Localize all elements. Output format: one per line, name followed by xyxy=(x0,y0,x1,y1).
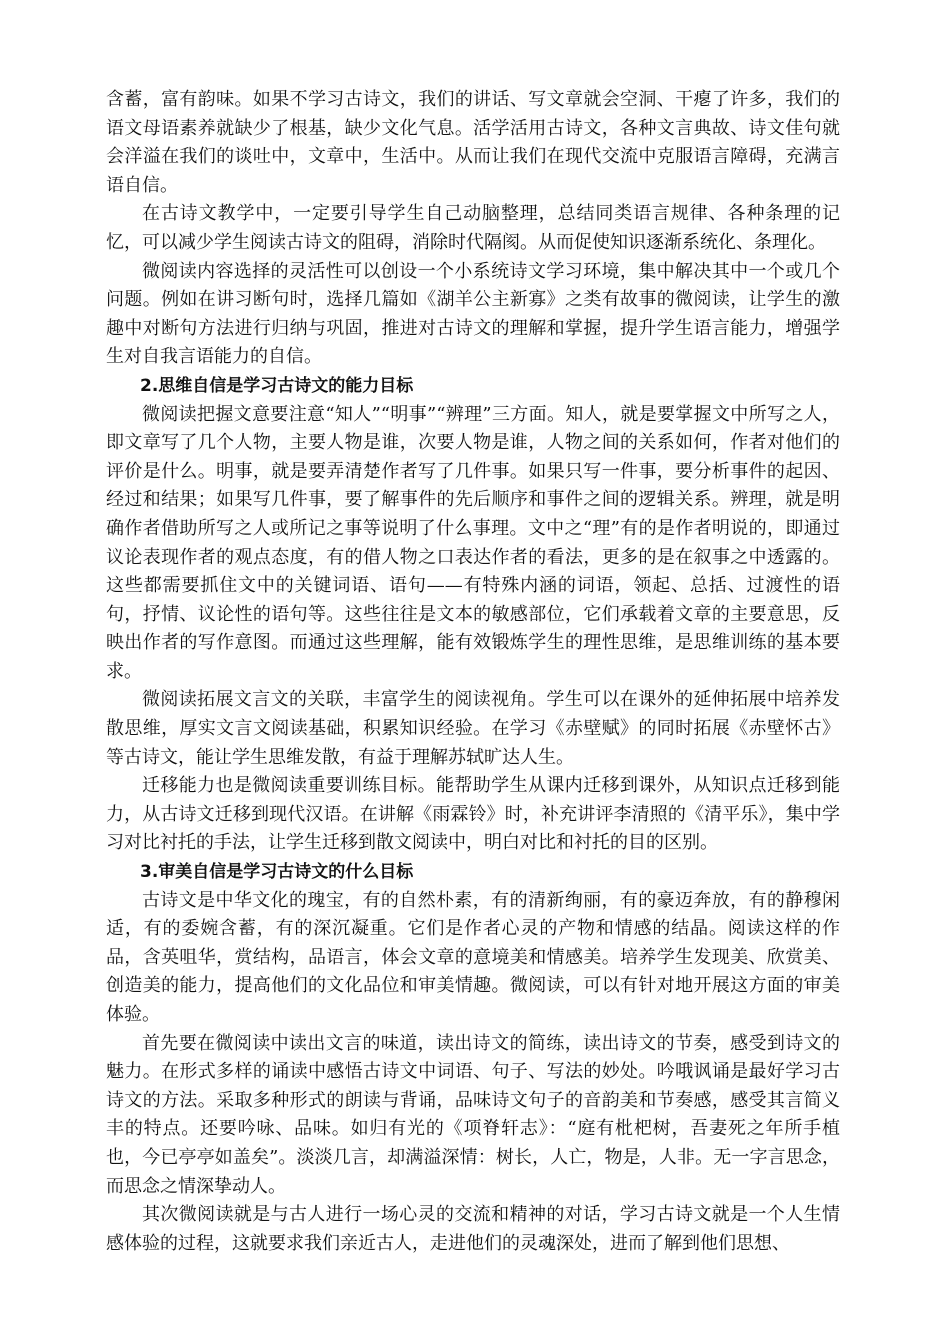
section-heading-thinking-confidence: 2.思维自信是学习古诗文的能力目标 xyxy=(140,375,414,396)
paragraph: 微阅读拓展文言文的关联，丰富学生的阅读视角。学生可以在课外的延伸拓展中培养发散思维，厚实文言文阅读基础，积累知识经验。在学习《赤壁赋》的同时拓展《赤壁怀古》等古诗文，能让学生思维发散，有益于理解苏轼旷达人生。 xyxy=(106,689,840,768)
section-heading-aesthetic-confidence: 3.审美自信是学习古诗文的什么目标 xyxy=(140,862,414,883)
paragraph: 迁移能力也是微阅读重要训练目标。能帮助学生从课内迁移到课外，从知识点迁移到能力，从古诗文迁移到现代汉语。在讲解《雨霖铃》时，补充讲评李清照的《清平乐》，集中学习对比衬托的手法，让学生迁移到散文阅读中，明白对比和衬托的目的区别。 xyxy=(106,775,840,854)
paragraph: 在古诗文教学中，一定要引导学生自己动脑整理，总结同类语言规律、各种条理的记忆，可以减少学生阅读古诗文的阻碍，消除时代隔阂。从而促使知识逐渐系统化、条理化。 xyxy=(106,203,840,253)
paragraph: 微阅读内容选择的灵活性可以创设一个小系统诗文学习环境，集中解决其中一个或几个问题。例如在讲习断句时，选择几篇如《湖羊公主新寡》之类有故事的微阅读，让学生的激趣中对断句方法进行归纳与巩固，推进对古诗文的理解和掌握，提升学生语言能力，增强学生对自我言语能力的自信。 xyxy=(106,260,840,368)
paragraph: 微阅读把握文意要注意“知人”“明事”“辨理”三方面。知人，就是要掌握文中所写之人，即文章写了几个人物，主要人物是谁，次要人物是谁，人物之间的关系如何，作者对他们的评价是什么。明事，就是要弄清楚作者写了几件事。如果只写一件事，要分析事件的起因、经过和结果；如果写几件事，要了解事件的先后顺序和事件之间的逻辑关系。辨理，就是明确作者借助所写之人或所记之事等说明了什么事理。文中之“理”有的是作者明说的，即通过议论表现作者的观点态度，有的借人物之口表达作者的看法，更多的是在叙事之中透露的。这些都需要抓住文中的关键词语、语句——有特殊内涵的词语，领起、总括、过渡性的语句，抒情、议论性的语句等。这些往往是文本的敏感部位，它们承载着文章的主要意思，反映出作者的写作意图。而通过这些理解，能有效锻炼学生的理性思维，是思维训练的基本要求。 xyxy=(106,403,840,682)
paragraph-continued: 含蓄，富有韵味。如果不学习古诗文，我们的讲话、写文章就会空洞、干瘪了许多，我们的语文母语素养就缺少了根基，缺少文化气息。活学活用古诗文，各种文言典故、诗文佳句就会洋溢在我们的谈吐中，文章中，生活中。从而让我们在现代交流中克服语言障碍，充满言语自信。 xyxy=(106,89,840,196)
paragraph: 首先要在微阅读中读出文言的味道，读出诗文的简练，读出诗文的节奏，感受到诗文的魅力。在形式多样的诵读中感悟古诗文中词语、句子、写法的妙处。吟哦讽诵是最好学习古诗文的方法。采取多种形式的朗读与背诵，品味诗文句子的音韵美和节奏感，感受其言简义丰的特点。还要吟咏、品味。如归有光的《项脊轩志》：“庭有枇杷树，吾妻死之年所手植也，今已亭亭如盖矣”。淡淡几言，却满溢深情：树长，人亡，物是，人非。无一字言思念，而思念之情深挚动人。 xyxy=(106,1032,840,1197)
paragraph: 古诗文是中华文化的瑰宝，有的自然朴素，有的清新绚丽，有的豪迈奔放，有的静穆闲适，有的委婉含蓄，有的深沉凝重。它们是作者心灵的产物和情感的结晶。阅读这样的作品，含英咀华，赏结构，品语言，体会文章的意境美和情感美。培养学生发现美、欣赏美、创造美的能力，提高他们的文化品位和审美情趣。微阅读，可以有针对地开展这方面的审美体验。 xyxy=(106,889,840,1025)
paragraph: 其次微阅读就是与古人进行一场心灵的交流和精神的对话，学习古诗文就是一个人生情感体验的过程，这就要求我们亲近古人，走进他们的灵魂深处，进而了解到他们思想、 xyxy=(106,1204,840,1254)
